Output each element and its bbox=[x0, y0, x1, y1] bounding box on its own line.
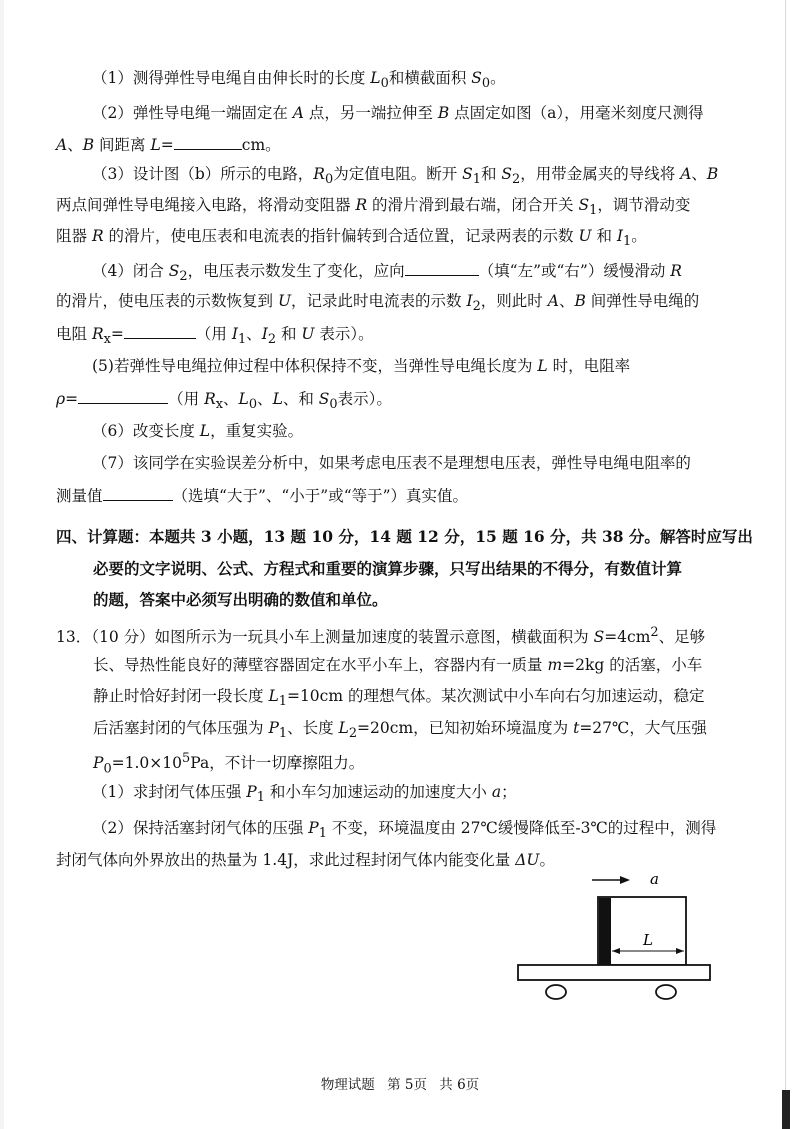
text-run: 的滑片滑到最右端，闭合开关 bbox=[367, 196, 579, 214]
text-run: ，重复实验。 bbox=[210, 422, 304, 440]
math-variable: I bbox=[231, 325, 238, 343]
math-variable: P bbox=[308, 819, 319, 837]
math-variable: S bbox=[471, 69, 482, 87]
math-variable: R bbox=[355, 196, 368, 214]
math-variable: R bbox=[670, 262, 682, 280]
text-run: 两点间弹性导电绳接入电路，将滑动变阻器 bbox=[56, 196, 356, 214]
subscript: 0 bbox=[248, 397, 258, 413]
subscript: 0 bbox=[329, 397, 338, 413]
text-run: 阻器 bbox=[56, 227, 92, 245]
subscript: 0 bbox=[380, 76, 389, 92]
page-footer bbox=[0, 1073, 800, 1093]
text-run: 。 bbox=[631, 227, 647, 245]
text-run: ，则此时 bbox=[480, 292, 548, 310]
text-run: 、 bbox=[558, 292, 575, 310]
text-run: 电阻 bbox=[56, 325, 92, 343]
math-variable: t bbox=[573, 719, 580, 737]
math-variable: U bbox=[277, 292, 292, 310]
text-run: =2kg 的活塞，小车 bbox=[562, 656, 703, 674]
text-run: =1.0×10 bbox=[111, 754, 183, 773]
math-variable: I bbox=[261, 325, 268, 343]
subscript: 1 bbox=[318, 826, 327, 842]
math-variable: P bbox=[93, 754, 104, 773]
math-variable: m bbox=[547, 656, 563, 674]
math-variable: ΔU bbox=[515, 851, 540, 869]
text-run: 和 bbox=[276, 325, 302, 343]
math-variable: ρ bbox=[56, 390, 66, 408]
text-run: cm。 bbox=[241, 136, 281, 154]
math-variable: L bbox=[272, 390, 283, 408]
text-run: =20cm，已知初始环境温度为 bbox=[357, 719, 574, 737]
subscript: 1 bbox=[623, 234, 632, 250]
text-run: 时，电阻率 bbox=[547, 357, 631, 375]
math-variable: L bbox=[238, 390, 249, 408]
superscript: 2 bbox=[650, 625, 659, 640]
text-run: ，电压表示数发生了变化，应向 bbox=[187, 262, 405, 280]
container bbox=[598, 897, 686, 965]
text-run: 点，另一端拉伸至 bbox=[304, 104, 438, 122]
text-run: （2）保持活塞封闭气体的压强 bbox=[92, 819, 309, 837]
math-variable: R bbox=[91, 227, 104, 245]
text-run: 和小车匀加速运动的加速度大小 bbox=[264, 783, 492, 801]
math-variable: B bbox=[82, 136, 95, 154]
subscript: 2 bbox=[472, 299, 481, 315]
text-run: = bbox=[110, 325, 124, 343]
piston bbox=[599, 898, 611, 965]
math-variable: I bbox=[466, 292, 473, 310]
text-run: （3）设计图（b）所示的电路， bbox=[92, 165, 314, 183]
math-variable: P bbox=[268, 719, 279, 737]
text-run: 封闭气体向外界放出的热量为 1.4J，求此过程封闭气体内能变化量 bbox=[56, 851, 516, 869]
subscript: x bbox=[215, 397, 224, 413]
subscript: 1 bbox=[237, 332, 247, 348]
text-run: 、足够 bbox=[658, 628, 706, 647]
math-variable: R bbox=[313, 165, 325, 183]
text-run: （7）该同学在实验误差分析中，如果考虑电压表不是理想电压表，弹性导电绳电阻率的 bbox=[92, 454, 691, 472]
footer-subject: 物理试题 bbox=[320, 1077, 375, 1093]
cart-wheel-right bbox=[656, 985, 676, 999]
subscript: 2 bbox=[267, 332, 277, 348]
text-run: =27℃，大气压强 bbox=[579, 719, 707, 737]
text-run: （1）求封闭气体压强 bbox=[92, 783, 247, 801]
math-variable: A bbox=[56, 136, 68, 154]
text-run: (5) bbox=[92, 357, 114, 375]
text-run: ，调节滑动变 bbox=[597, 196, 691, 214]
text-run: （用 bbox=[195, 325, 232, 343]
text-run: （1）测得弹性导电绳自由伸长时的长度 bbox=[92, 69, 371, 87]
math-variable: A bbox=[292, 104, 304, 122]
text-run: （填“左”或“右”）缓慢滑动 bbox=[478, 262, 671, 280]
footer-total: 共 6页 bbox=[439, 1077, 480, 1093]
math-variable: U bbox=[578, 227, 592, 245]
text-run: 和横截面积 bbox=[388, 69, 472, 87]
text-run: 间弹性导电绳的 bbox=[585, 292, 700, 310]
text-run: 、 bbox=[691, 165, 707, 183]
text-run: 、长度 bbox=[287, 719, 339, 737]
text-run: （选填“大于”、“小于”或“等于”）真实值。 bbox=[172, 487, 469, 505]
acceleration-arrow bbox=[592, 876, 630, 884]
math-variable: a bbox=[491, 783, 502, 801]
math-variable: S bbox=[168, 262, 180, 280]
text-run: 四、计算题：本题共 3 小题，13 题 10 分，14 题 12 分，15 题 16 分，共 38 分。解答时应写出 bbox=[56, 527, 753, 546]
text-run: 的题，答案中必须写出明确的数值和单位。 bbox=[93, 590, 388, 609]
text-run: （6）改变长度 bbox=[92, 422, 200, 440]
text-run: 若弹性导电绳拉伸过程中体积保持不变，当弹性导电绳长度为 bbox=[113, 357, 538, 375]
text-run: 点固定如图（a），用毫米刻度尺测得 bbox=[449, 104, 704, 122]
text-run: 不变，环境温度由 27℃缓慢降低至-3℃的过程中，测得 bbox=[326, 819, 717, 837]
math-variable: L bbox=[268, 687, 279, 705]
text-run: 、 bbox=[67, 136, 83, 154]
text-run: 的滑片，使电压表和电流表的指针偏转到合适位置，记录两表的示数 bbox=[103, 227, 579, 245]
acceleration-label: a bbox=[650, 870, 659, 888]
text-run: 测量值 bbox=[56, 487, 103, 505]
text-run: = bbox=[160, 136, 174, 154]
text-run: 长、导热性能良好的薄壁容器固定在水平小车上，容器内有一质量 bbox=[93, 656, 548, 674]
text-run: 为定值电阻。断开 bbox=[333, 165, 463, 183]
math-variable: L bbox=[199, 422, 211, 440]
subscript: 0 bbox=[103, 761, 112, 777]
subscript: 2 bbox=[179, 269, 188, 285]
math-variable: S bbox=[462, 165, 473, 183]
math-variable: L bbox=[370, 69, 381, 87]
text-run: 、 bbox=[223, 390, 239, 408]
text-run: 13．（10 分）如图所示为一玩具小车上测量加速度的装置示意图，横截面积为 bbox=[56, 628, 594, 647]
text-run: 、 bbox=[246, 325, 262, 343]
text-run: 。 bbox=[490, 69, 506, 87]
text-run: 和 bbox=[591, 227, 617, 245]
text-run: =10cm 的理想气体。某次测试中小车向右匀加速运动，稳定 bbox=[286, 687, 705, 705]
subscript: 1 bbox=[472, 172, 481, 188]
cart-wheel-left bbox=[546, 985, 566, 999]
math-variable: B bbox=[706, 165, 719, 183]
subscript: 0 bbox=[481, 76, 491, 92]
text-run: 的滑片，使电压表的示数恢复到 bbox=[56, 292, 278, 310]
math-variable: R bbox=[204, 390, 216, 408]
subscript: 1 bbox=[278, 694, 287, 710]
subscript: x bbox=[103, 332, 111, 348]
text-run: 间距离 bbox=[94, 136, 151, 154]
math-variable: L bbox=[338, 719, 349, 737]
math-variable: S bbox=[578, 196, 590, 214]
text-run: = bbox=[65, 390, 79, 408]
text-run: （2）弹性导电绳一端固定在 bbox=[92, 104, 293, 122]
math-variable: U bbox=[301, 325, 315, 343]
text-run: 。 bbox=[539, 851, 556, 869]
math-variable: A bbox=[680, 165, 692, 183]
math-variable: S bbox=[501, 165, 513, 183]
math-variable: L bbox=[150, 136, 161, 154]
footer-page: 第 5页 bbox=[387, 1077, 427, 1093]
superscript: 5 bbox=[182, 751, 191, 766]
math-variable: L bbox=[537, 357, 548, 375]
text-run: 和 bbox=[480, 165, 502, 183]
math-variable: A bbox=[547, 292, 559, 310]
subscript: 2 bbox=[512, 172, 521, 188]
math-variable: I bbox=[616, 227, 624, 245]
math-variable: R bbox=[91, 325, 104, 343]
math-variable: P bbox=[246, 783, 257, 801]
text-run: 、和 bbox=[282, 390, 319, 408]
text-run: （用 bbox=[168, 390, 205, 408]
math-variable: S bbox=[318, 390, 330, 408]
math-variable: S bbox=[593, 628, 605, 647]
text-run: =4cm bbox=[604, 628, 651, 647]
text-run: 表示）。 bbox=[337, 390, 392, 408]
text-run: 后活塞封闭的气体压强为 bbox=[93, 719, 269, 737]
length-label: L bbox=[643, 931, 653, 949]
math-variable: B bbox=[574, 292, 586, 310]
math-variable: B bbox=[437, 104, 450, 122]
cart-body bbox=[518, 965, 710, 980]
text-run: Pa，不计一切摩擦阻力。 bbox=[190, 754, 365, 773]
subscript: 1 bbox=[278, 726, 288, 742]
subscript: 2 bbox=[348, 726, 358, 742]
subscript: 1 bbox=[589, 203, 598, 219]
text-run: 静止时恰好封闭一段长度 bbox=[93, 687, 269, 705]
subscript: 0 bbox=[324, 172, 334, 188]
text-run: （4）闭合 bbox=[92, 262, 169, 280]
text-run: ，记录此时电流表的示数 bbox=[291, 292, 467, 310]
text-run: 必要的文字说明、公式、方程式和重要的演算步骤，只写出结果的不得分，有数值计算 bbox=[93, 559, 683, 578]
text-run: 、 bbox=[257, 390, 273, 408]
subscript: 1 bbox=[256, 790, 265, 806]
text-run: ； bbox=[501, 783, 517, 801]
text-run: 表示）。 bbox=[314, 325, 374, 343]
text-run: ，用带金属夹的导线将 bbox=[520, 165, 681, 183]
